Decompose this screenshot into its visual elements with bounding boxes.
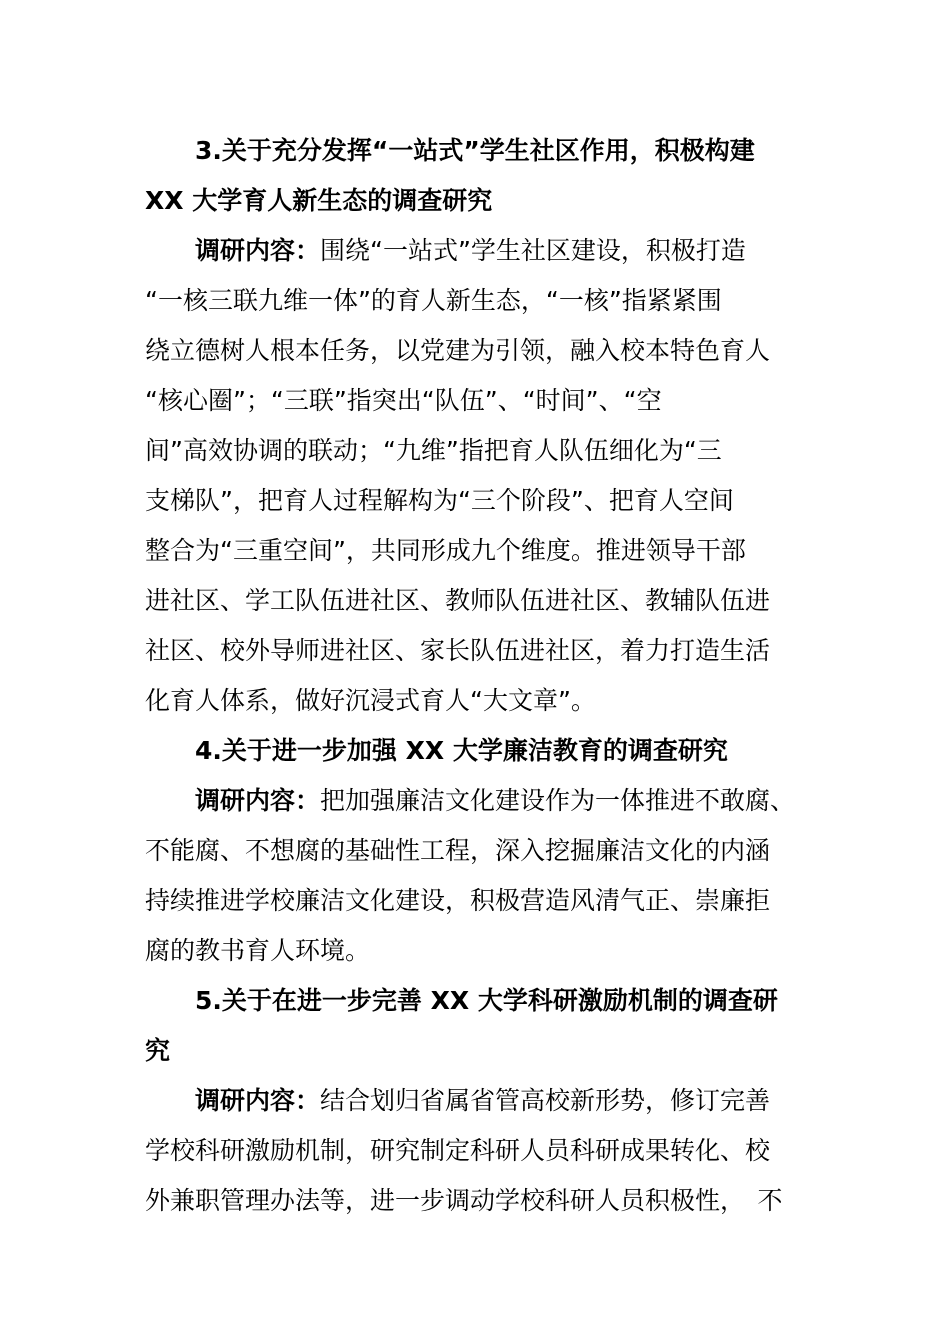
section-5-content-first-line [195, 1081, 810, 1121]
section-3-content-line: 围绕“一站式”学生社区建设，积极打造 [320, 236, 746, 265]
section-4-content-line: 把加强廉洁文化建设作为一体推进不敢腐、 [320, 786, 796, 815]
section-5-content-label: 调研内容： [195, 1086, 321, 1115]
section-5-content-line: 结合划归省属省管高校新形势，修订完善 [320, 1086, 771, 1115]
section-3-content-line: “核心圈”；“三联”指突出“队伍”、“时间”、“空 [145, 386, 662, 415]
section-5-heading-line-1: 5.关于在进一步完善 XX 大学科研激励机制的调查研 [195, 986, 778, 1015]
section-4-content-label: 调研内容： [195, 786, 321, 815]
section-4-heading-line-1: 4.关于进一步加强 XX 大学廉洁教育的调查研究 [195, 736, 728, 765]
section-3-content-line: 社区、校外导师进社区、家长队伍进社区，着力打造生活 [145, 636, 771, 665]
section-4-content-first-line [195, 781, 810, 821]
section-3-content-line: 间”高效协调的联动；“九维”指把育人队伍细化为“三 [145, 436, 722, 465]
section-5-content-line: 学校科研激励机制，研究制定科研人员科研成果转化、校 [145, 1136, 771, 1165]
section-3-heading-line-1: 3.关于充分发挥“一站式”学生社区作用，积极构建 [195, 136, 755, 165]
section-5-content-line: 外兼职管理办法等，进一步调动学校科研人员积极性， 不 [145, 1186, 783, 1215]
section-3-content-line: 支梯队”，把育人过程解构为“三个阶段”、把育人空间 [145, 486, 734, 515]
section-3-content-first-line [195, 231, 810, 271]
section-4-content-line: 不能腐、不想腐的基础性工程，深入挖掘廉洁文化的内涵 [145, 836, 771, 865]
section-3-content-label: 调研内容： [195, 236, 321, 265]
section-3-content-line: 整合为“三重空间”，共同形成九个维度。推进领导干部 [145, 536, 746, 565]
section-3-heading-line-2: XX 大学育人新生态的调查研究 [145, 186, 493, 215]
section-5-heading-line-2: 究 [145, 1036, 171, 1065]
section-3-content-line: 化育人体系，做好沉浸式育人“大文章”。 [145, 686, 596, 715]
section-3-content-line: 绕立德树人根本任务，以党建为引领，融入校本特色育人 [145, 336, 771, 365]
section-4-content-line: 持续推进学校廉洁文化建设，积极营造风清气正、崇廉拒 [145, 886, 771, 915]
section-4-content-line: 腐的教书育人环境。 [145, 936, 371, 965]
section-3-content-line: “一核三联九维一体”的育人新生态，“一核”指紧紧围 [145, 286, 722, 315]
section-3-content-line: 进社区、学工队伍进社区、教师队伍进社区、教辅队伍进 [145, 586, 771, 615]
